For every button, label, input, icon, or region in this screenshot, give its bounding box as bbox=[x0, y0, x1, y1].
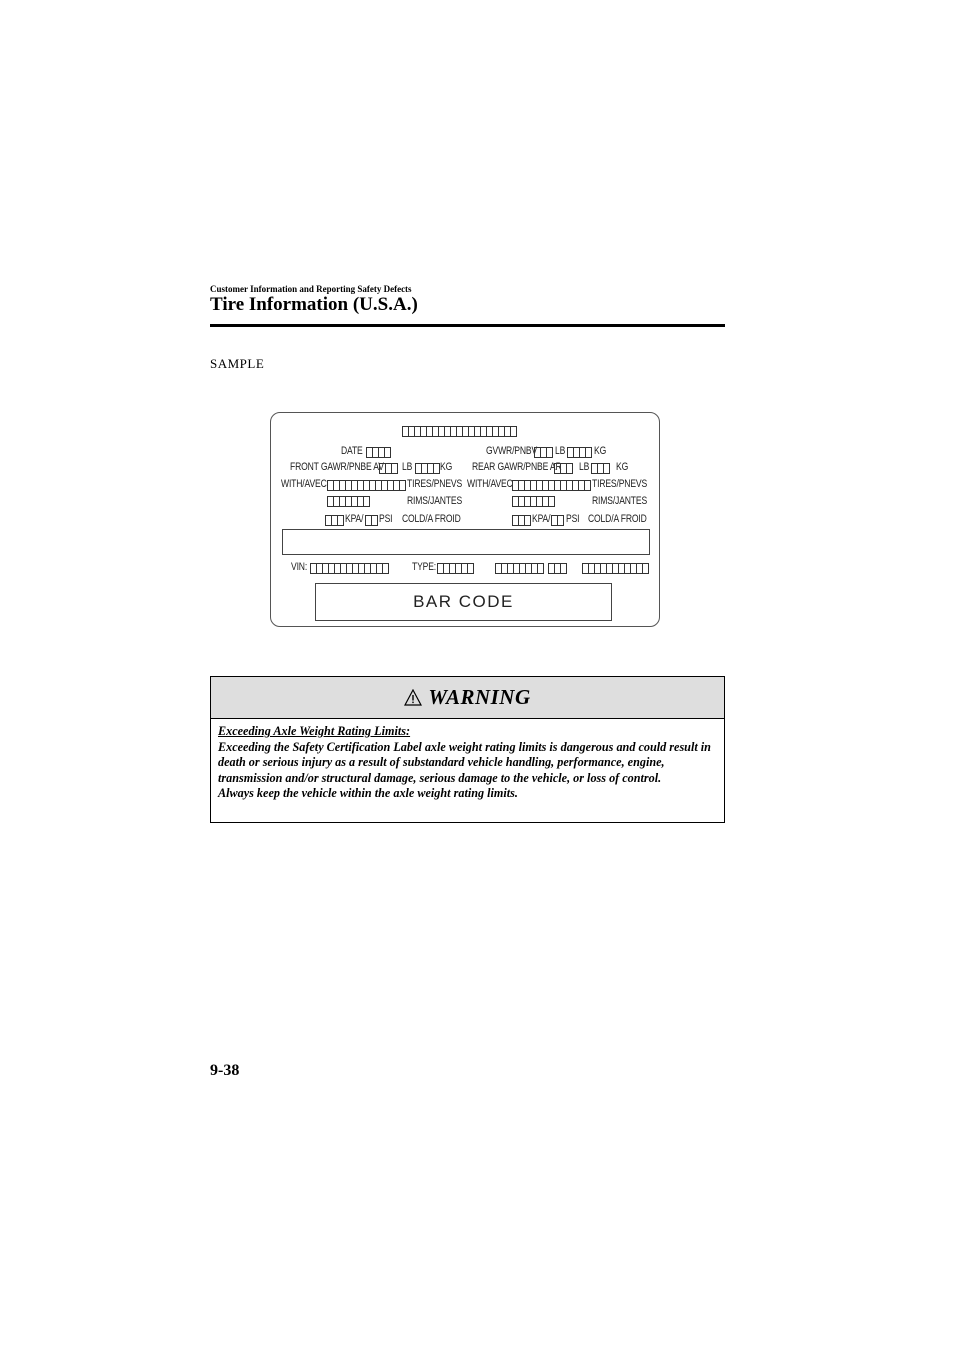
label-cell bbox=[547, 447, 553, 458]
label-cell bbox=[365, 515, 372, 526]
label-cell-group bbox=[495, 563, 544, 573]
label-cell bbox=[512, 480, 519, 491]
label-cell bbox=[561, 563, 567, 574]
label-cell bbox=[338, 515, 344, 526]
label-type: TYPE: bbox=[412, 561, 437, 573]
label-cell bbox=[591, 463, 598, 474]
page-title: Tire Information (U.S.A.) bbox=[210, 294, 418, 315]
label-cell-group bbox=[402, 426, 517, 436]
label-cell-group bbox=[415, 463, 440, 473]
warning-heading: Exceeding Axle Weight Rating Limits: bbox=[218, 724, 411, 738]
label-cell-group bbox=[534, 447, 553, 457]
label-cell bbox=[567, 447, 574, 458]
label-cell bbox=[400, 480, 406, 491]
label-cell bbox=[525, 515, 531, 526]
label-cell-group bbox=[327, 480, 406, 490]
label-cell bbox=[586, 447, 592, 458]
label-cell bbox=[310, 563, 317, 574]
label-gvwr: GVWR/PNBV bbox=[486, 445, 538, 457]
label-cell-group bbox=[548, 563, 567, 573]
label-kg: KG bbox=[440, 461, 453, 473]
label-cell bbox=[549, 496, 555, 507]
label-cell bbox=[585, 480, 591, 491]
label-cell bbox=[511, 426, 517, 437]
label-cell bbox=[415, 463, 422, 474]
label-lb: LB bbox=[555, 445, 566, 457]
label-cell bbox=[538, 563, 544, 574]
certification-label-illustration bbox=[270, 412, 660, 627]
label-cell bbox=[567, 463, 573, 474]
label-cell-group bbox=[554, 463, 573, 473]
label-cell bbox=[437, 563, 444, 574]
label-cell bbox=[512, 496, 519, 507]
label-vin: VIN: bbox=[291, 561, 308, 573]
label-cell-group bbox=[327, 496, 370, 506]
label-psi: PSI bbox=[566, 513, 580, 525]
label-blank-field bbox=[282, 529, 650, 555]
warning-text: Exceeding the Safety Certification Label axle weight rating limits is dangerous and could result in death or serious injury as a result of substandard vehicle handling, performance, engine, transmission and/or structural damage, serious damage to the vehicle, or loss of control. bbox=[218, 739, 711, 785]
label-cell-group bbox=[325, 515, 344, 525]
label-cell bbox=[402, 426, 409, 437]
label-cell bbox=[548, 563, 555, 574]
label-cell bbox=[558, 515, 564, 526]
page-number: 9-38 bbox=[210, 1062, 240, 1079]
label-cell bbox=[325, 515, 332, 526]
label-cell-group bbox=[567, 447, 592, 457]
label-cell-group bbox=[512, 515, 531, 525]
label-cell-group bbox=[512, 480, 591, 490]
warning-body bbox=[218, 724, 716, 802]
label-front-gawr: FRONT GAWR/PNBE AV bbox=[290, 461, 384, 473]
label-rims: RIMS/JANTES bbox=[407, 495, 463, 507]
label-cell bbox=[512, 515, 519, 526]
label-cell bbox=[327, 480, 334, 491]
label-cell bbox=[643, 563, 649, 574]
label-cell bbox=[392, 463, 398, 474]
label-tires: TIRES/PNEVS bbox=[407, 478, 463, 490]
warning-text: Always keep the vehicle within the axle weight rating limits. bbox=[218, 786, 518, 800]
label-cell bbox=[366, 447, 373, 458]
label-cell-group bbox=[310, 563, 389, 573]
label-lb: LB bbox=[402, 461, 413, 473]
label-cold: COLD/A FROID bbox=[402, 513, 461, 525]
warning-box bbox=[210, 676, 725, 823]
label-cell-group bbox=[437, 563, 474, 573]
label-cell-group bbox=[366, 447, 391, 457]
label-cell-group bbox=[512, 496, 555, 506]
label-cell-group bbox=[551, 515, 564, 525]
label-cell bbox=[379, 463, 386, 474]
label-cell bbox=[327, 496, 334, 507]
label-cell-group bbox=[379, 463, 398, 473]
label-kpa: KPA/ bbox=[345, 513, 364, 525]
label-cell bbox=[582, 563, 589, 574]
label-rims: RIMS/JANTES bbox=[592, 495, 648, 507]
label-cell bbox=[495, 563, 502, 574]
warning-title: WARNING bbox=[428, 685, 531, 709]
label-cell-group bbox=[591, 463, 610, 473]
label-lb: LB bbox=[579, 461, 590, 473]
label-rear-gawr: REAR GAWR/PNBE AR bbox=[472, 461, 562, 473]
label-cell bbox=[551, 515, 558, 526]
label-date: DATE bbox=[341, 445, 363, 457]
label-cell bbox=[604, 463, 610, 474]
label-cold: COLD/A FROID bbox=[588, 513, 647, 525]
label-with: WITH/AVEC bbox=[281, 478, 327, 490]
label-cell bbox=[534, 447, 541, 458]
label-cell bbox=[468, 563, 474, 574]
label-cell bbox=[554, 463, 561, 474]
section-header: Customer Information and Reporting Safety Defects bbox=[210, 284, 412, 294]
label-cell-group bbox=[365, 515, 378, 525]
title-divider bbox=[210, 324, 725, 327]
warning-triangle-icon bbox=[404, 689, 422, 706]
sample-caption: SAMPLE bbox=[210, 356, 265, 371]
label-cell-group bbox=[582, 563, 649, 573]
label-with: WITH/AVEC bbox=[467, 478, 513, 490]
label-kg: KG bbox=[594, 445, 607, 457]
label-cell bbox=[364, 496, 370, 507]
label-cell bbox=[372, 515, 378, 526]
bar-code-area bbox=[315, 583, 612, 621]
label-cell bbox=[383, 563, 389, 574]
label-psi: PSI bbox=[379, 513, 393, 525]
bar-code-text: BAR CODE bbox=[413, 592, 514, 611]
label-kpa: KPA/ bbox=[532, 513, 551, 525]
label-kg: KG bbox=[616, 461, 629, 473]
label-cell bbox=[385, 447, 391, 458]
warning-header bbox=[211, 677, 724, 719]
label-tires: TIRES/PNEVS bbox=[592, 478, 648, 490]
